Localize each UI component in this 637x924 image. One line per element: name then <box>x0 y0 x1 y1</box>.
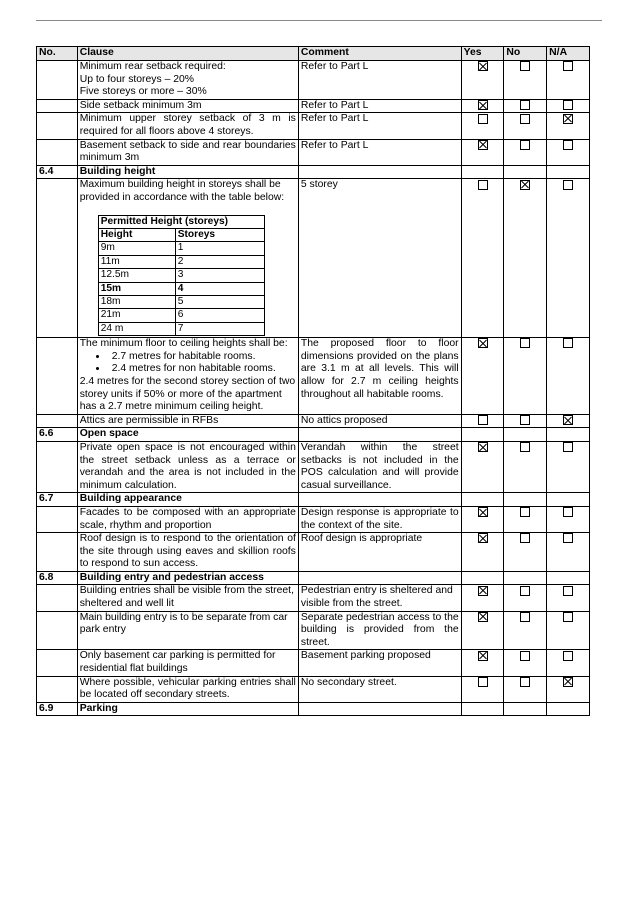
list-item: • 2.7 metres for habitable rooms. <box>108 351 296 364</box>
yes-cell <box>461 414 504 428</box>
yes-cell <box>461 585 504 611</box>
na-checkbox[interactable] <box>563 533 573 543</box>
permitted-height-title: Permitted Height (storeys) <box>98 215 264 228</box>
comment-cell: No secondary street. <box>298 676 461 702</box>
header-rule <box>36 20 602 21</box>
section-row <box>37 702 590 716</box>
no-cell-check <box>504 338 547 415</box>
table-row <box>37 139 590 165</box>
no-cell-check <box>504 676 547 702</box>
na-checkbox[interactable] <box>563 114 573 124</box>
section-title: Building entry and pedestrian access <box>77 571 298 585</box>
clause-cell: Where possible, vehicular parking entries shall be located off secondary streets. <box>77 676 298 702</box>
yes-checkbox[interactable] <box>478 533 488 543</box>
list-item: • 2.4 metres for non habitable rooms. <box>108 363 296 376</box>
comment-cell: Design response is appropriate to the context of the site. <box>298 506 461 532</box>
no-checkbox[interactable] <box>520 180 530 190</box>
yes-checkbox[interactable] <box>478 338 488 348</box>
table-row <box>37 113 590 139</box>
yes-checkbox[interactable] <box>478 677 488 687</box>
no-checkbox[interactable] <box>520 533 530 543</box>
table-row <box>37 414 590 428</box>
na-checkbox[interactable] <box>563 612 573 622</box>
table-header-row <box>37 47 590 61</box>
clause-cell: Basement setback to side and rear boundaries minimum 3m <box>77 139 298 165</box>
na-checkbox[interactable] <box>563 507 573 517</box>
table-row <box>37 650 590 676</box>
comment-cell: Roof design is appropriate <box>298 533 461 572</box>
yes-checkbox[interactable] <box>478 612 488 622</box>
na-checkbox[interactable] <box>563 442 573 452</box>
no-cell <box>37 611 78 650</box>
no-cell <box>37 179 78 338</box>
height-row: 11m 2 <box>98 255 264 268</box>
na-cell <box>547 506 590 532</box>
height-col-header: Height <box>98 228 175 241</box>
na-checkbox[interactable] <box>563 61 573 71</box>
no-checkbox[interactable] <box>520 415 530 425</box>
no-cell-check <box>504 533 547 572</box>
yes-checkbox[interactable] <box>478 61 488 71</box>
clause-cell <box>77 61 298 100</box>
no-cell-check <box>504 61 547 100</box>
no-checkbox[interactable] <box>520 100 530 110</box>
clause-tail: 2.4 metres for the second storey section of two storey units if 50% or more of the apartment has a 2.7 metre minimum ceiling height. <box>79 375 296 413</box>
height-row: 9m 1 <box>98 242 264 255</box>
comment-cell: Refer to Part L <box>298 61 461 100</box>
no-cell-check <box>504 611 547 650</box>
no-cell-check <box>504 441 547 492</box>
no-cell <box>37 338 78 415</box>
no-cell <box>37 414 78 428</box>
yes-cell <box>461 338 504 415</box>
height-row: 24 m 7 <box>98 322 264 335</box>
no-checkbox[interactable] <box>520 586 530 596</box>
na-cell <box>547 139 590 165</box>
no-cell <box>37 139 78 165</box>
clause-line: Five storeys or more – 30% <box>79 86 207 98</box>
section-number: 6.8 <box>37 571 78 585</box>
comment-cell: Refer to Part L <box>298 113 461 139</box>
clause-cell: Main building entry is to be separate from car park entry <box>77 611 298 650</box>
yes-checkbox[interactable] <box>478 507 488 517</box>
comment-cell: Verandah within the street setbacks is not included in the POS calculation and will provide casual surveillance. <box>298 441 461 492</box>
section-title: Parking <box>77 702 298 716</box>
na-checkbox[interactable] <box>563 651 573 661</box>
yes-cell <box>461 139 504 165</box>
comment-cell: The proposed floor to floor dimensions provided on the plans are 3.1 m at all levels. This will allow for 2.7 m ceiling heights throughout all habitable rooms. <box>298 338 461 415</box>
table-row <box>37 441 590 492</box>
section-title: Building appearance <box>77 493 298 507</box>
comment-cell: Refer to Part L <box>298 99 461 113</box>
na-cell <box>547 61 590 100</box>
no-cell <box>37 650 78 676</box>
yes-cell <box>461 99 504 113</box>
na-cell <box>547 676 590 702</box>
comment-cell: 5 storey <box>298 179 461 338</box>
na-cell <box>547 533 590 572</box>
yes-cell <box>461 506 504 532</box>
yes-cell <box>461 533 504 572</box>
height-row: 12.5m 3 <box>98 269 264 282</box>
clause-cell: Roof design is to respond to the orientation of the site through using eaves and skillion roofs to respond to sun access. <box>77 533 298 572</box>
no-cell <box>37 585 78 611</box>
no-cell-check <box>504 113 547 139</box>
na-cell <box>547 611 590 650</box>
no-cell <box>37 506 78 532</box>
na-cell <box>547 414 590 428</box>
na-checkbox[interactable] <box>563 140 573 150</box>
no-checkbox[interactable] <box>520 651 530 661</box>
header-no: No. <box>37 47 78 61</box>
header-clause: Clause <box>77 47 298 61</box>
yes-cell <box>461 611 504 650</box>
section-number: 6.4 <box>37 165 78 179</box>
clause-line: Minimum rear setback required: <box>79 61 226 72</box>
no-checkbox[interactable] <box>520 61 530 71</box>
yes-cell <box>461 179 504 338</box>
header-yes: Yes <box>461 47 504 61</box>
no-cell <box>37 113 78 139</box>
no-cell-check <box>504 414 547 428</box>
comment-cell: Basement parking proposed <box>298 650 461 676</box>
storeys-col-header: Storeys <box>175 228 264 241</box>
no-cell <box>37 533 78 572</box>
header-comment: Comment <box>298 47 461 61</box>
yes-cell <box>461 441 504 492</box>
yes-checkbox[interactable] <box>478 586 488 596</box>
section-row <box>37 493 590 507</box>
header-na: N/A <box>547 47 590 61</box>
clause-cell: Facades to be composed with an appropriate scale, rhythm and proportion <box>77 506 298 532</box>
table-row <box>37 506 590 532</box>
no-cell <box>37 441 78 492</box>
section-title: Building height <box>77 165 298 179</box>
na-cell <box>547 179 590 338</box>
na-checkbox[interactable] <box>563 180 573 190</box>
no-checkbox[interactable] <box>520 338 530 348</box>
no-cell <box>37 676 78 702</box>
height-row: 15m 4 <box>98 282 264 295</box>
clause-text: Maximum building height in storeys shall be provided in accordance with the table below: <box>79 179 285 203</box>
clause-cell: Minimum upper storey setback of 3 m is required for all floors above 4 storeys. <box>77 113 298 139</box>
no-checkbox[interactable] <box>520 114 530 124</box>
comment-cell: Separate pedestrian access to the building is provided from the street. <box>298 611 461 650</box>
height-row: 21m 6 <box>98 309 264 322</box>
comment-cell: No attics proposed <box>298 414 461 428</box>
yes-checkbox[interactable] <box>478 100 488 110</box>
na-cell <box>547 113 590 139</box>
na-checkbox[interactable] <box>563 100 573 110</box>
section-row <box>37 428 590 442</box>
clause-line: Up to four storeys – 20% <box>79 73 195 85</box>
yes-cell <box>461 676 504 702</box>
clause-cell: Attics are permissible in RFBs <box>77 414 298 428</box>
clause-cell: Building entries shall be visible from the street, sheltered and well lit <box>77 585 298 611</box>
no-checkbox[interactable] <box>520 677 530 687</box>
compliance-table <box>36 46 590 716</box>
yes-checkbox[interactable] <box>478 415 488 425</box>
clause-cell <box>77 338 298 415</box>
na-cell <box>547 99 590 113</box>
no-cell-check <box>504 179 547 338</box>
yes-checkbox[interactable] <box>478 180 488 190</box>
clause-cell: Private open space is not encouraged within the street setback unless as a terrace or verandah and the area is not included in the minimum calculation. <box>77 441 298 492</box>
yes-cell <box>461 650 504 676</box>
no-cell-check <box>504 139 547 165</box>
table-row <box>37 533 590 572</box>
no-cell <box>37 99 78 113</box>
height-bullet-list <box>80 351 296 376</box>
na-cell <box>547 338 590 415</box>
section-row <box>37 165 590 179</box>
na-checkbox[interactable] <box>563 586 573 596</box>
no-checkbox[interactable] <box>520 507 530 517</box>
yes-cell <box>461 61 504 100</box>
no-cell-check <box>504 650 547 676</box>
header-no-col: No <box>504 47 547 61</box>
na-cell <box>547 650 590 676</box>
no-cell-check <box>504 585 547 611</box>
yes-checkbox[interactable] <box>478 114 488 124</box>
no-checkbox[interactable] <box>520 140 530 150</box>
table-row <box>37 676 590 702</box>
table-row <box>37 179 590 338</box>
na-checkbox[interactable] <box>563 677 573 687</box>
clause-cell <box>77 179 298 338</box>
yes-checkbox[interactable] <box>478 442 488 452</box>
na-cell <box>547 585 590 611</box>
no-cell-check <box>504 99 547 113</box>
table-row <box>37 611 590 650</box>
table-row <box>37 61 590 100</box>
yes-checkbox[interactable] <box>478 140 488 150</box>
na-checkbox[interactable] <box>563 338 573 348</box>
section-number: 6.6 <box>37 428 78 442</box>
yes-checkbox[interactable] <box>478 651 488 661</box>
section-title: Open space <box>77 428 298 442</box>
clause-intro: The minimum floor to ceiling heights shall be: <box>79 338 288 350</box>
permitted-height-table <box>98 215 265 337</box>
no-cell-check <box>504 506 547 532</box>
table-row <box>37 338 590 415</box>
yes-cell <box>461 113 504 139</box>
section-row <box>37 571 590 585</box>
na-cell <box>547 441 590 492</box>
no-checkbox[interactable] <box>520 612 530 622</box>
section-number: 6.9 <box>37 702 78 716</box>
no-checkbox[interactable] <box>520 442 530 452</box>
no-cell <box>37 61 78 100</box>
table-row <box>37 585 590 611</box>
section-number: 6.7 <box>37 493 78 507</box>
clause-cell: Only basement car parking is permitted for residential flat buildings <box>77 650 298 676</box>
comment-cell: Refer to Part L <box>298 139 461 165</box>
table-row <box>37 99 590 113</box>
height-row: 18m 5 <box>98 295 264 308</box>
clause-cell: Side setback minimum 3m <box>77 99 298 113</box>
na-checkbox[interactable] <box>563 415 573 425</box>
comment-cell: Pedestrian entry is sheltered and visible from the street. <box>298 585 461 611</box>
